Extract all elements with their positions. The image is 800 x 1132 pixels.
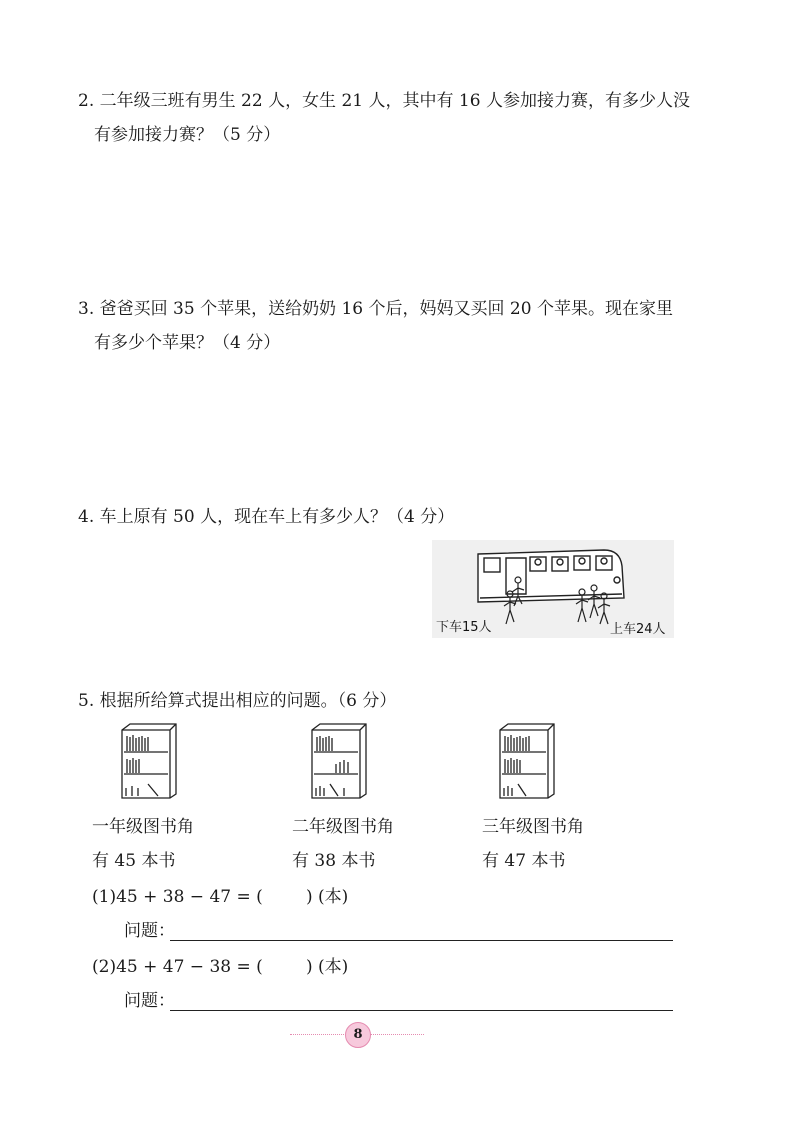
bookshelf-icon: [308, 722, 368, 800]
bus-on-label: 上车24人: [610, 622, 666, 637]
shelf-2-count: 有 38 本书: [292, 851, 376, 871]
answer-line-1[interactable]: [170, 940, 673, 941]
question-2-line-2: 有参加接力赛？（5 分）: [94, 125, 281, 145]
shelf-3-count: 有 47 本书: [482, 851, 566, 871]
question-4-line-1: 4. 车上原有 50 人，现在车上有多少人？（4 分）: [78, 507, 455, 527]
sub-question-2-formula: (2)45 + 47 − 38 = ( ) (本): [92, 957, 349, 977]
shelf-3-name: 三年级图书角: [482, 817, 584, 837]
question-3-line-1: 3. 爸爸买回 35 个苹果，送给奶奶 16 个后，妈妈又买回 20 个苹果。现在家里: [78, 299, 673, 319]
question-5-line-1: 5. 根据所给算式提出相应的问题。（6 分）: [78, 691, 397, 711]
sub-question-1-formula: (1)45 + 38 − 47 = ( ) (本): [92, 887, 349, 907]
page-number-badge: [290, 1022, 424, 1048]
shelf-2-name: 二年级图书角: [292, 817, 394, 837]
shelf-2-caption: [292, 810, 394, 878]
sub-question-2-prompt: 问题：: [124, 991, 175, 1011]
sub-question-1-prompt: 问题：: [124, 921, 175, 941]
shelf-3-caption: [482, 810, 584, 878]
shelf-1-count: 有 45 本书: [92, 851, 176, 871]
question-4: [78, 500, 454, 534]
bus-off-label: 下车15人: [436, 620, 492, 635]
bookshelf-icon: [496, 722, 556, 800]
page-number: 8: [345, 1022, 371, 1048]
page-dots-right: [370, 1034, 424, 1035]
answer-line-2[interactable]: [170, 1010, 673, 1011]
question-3: [78, 292, 673, 360]
shelf-1-name: 一年级图书角: [92, 817, 194, 837]
question-3-line-2: 有多少个苹果？（4 分）: [94, 333, 281, 353]
bookshelf-icon: [118, 722, 178, 800]
question-2-line-1: 2. 二年级三班有男生 22 人，女生 21 人，其中有 16 人参加接力赛，有多少人没: [78, 91, 690, 111]
question-5: [78, 684, 396, 718]
bus-illustration: [432, 540, 674, 638]
question-2: [78, 84, 690, 152]
shelf-1-caption: [92, 810, 194, 878]
page-dots-left: [290, 1034, 344, 1035]
